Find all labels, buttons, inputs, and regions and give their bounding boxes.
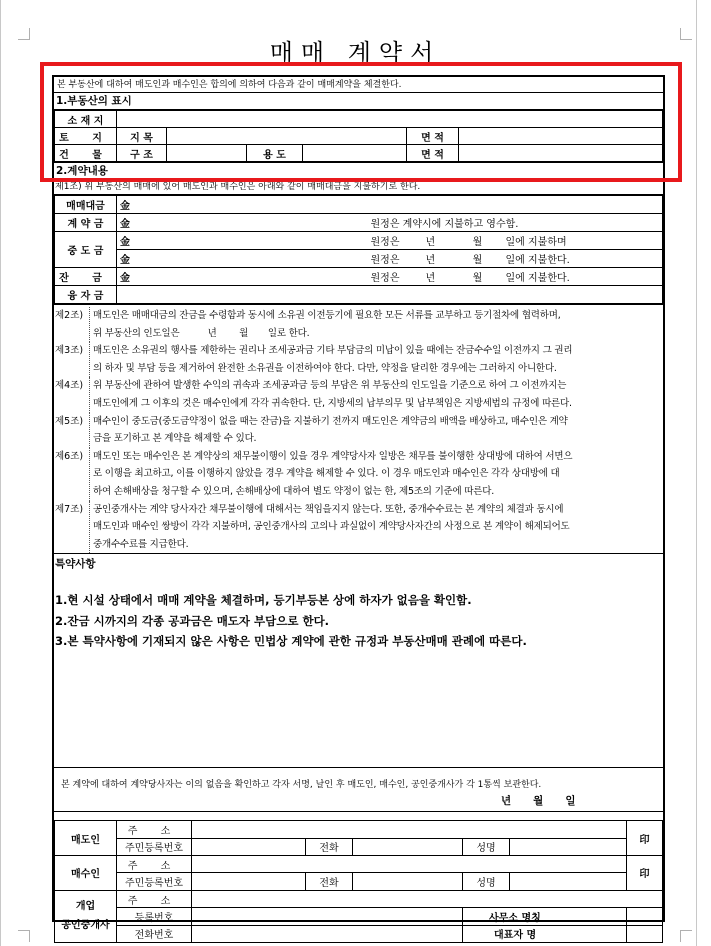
seller-address-field[interactable] bbox=[192, 821, 627, 838]
building-area-label: 면 적 bbox=[407, 145, 459, 162]
agent-label-line-1: 개업 bbox=[75, 901, 96, 913]
balance-suffix: 일에 지불한다. bbox=[503, 268, 663, 286]
land-area-field[interactable] bbox=[459, 128, 663, 145]
article-number: 제4조) bbox=[54, 377, 90, 412]
seller-name-label: 성명 bbox=[463, 838, 510, 855]
middle-2-month: 월 bbox=[453, 250, 503, 268]
balance-prefix: 원정은 bbox=[371, 268, 423, 286]
agent-label-line-2: 공인중개사 bbox=[61, 920, 110, 932]
seller-phone-field[interactable] bbox=[353, 838, 463, 855]
contract-document bbox=[52, 75, 665, 942]
middle-1-year: 년 bbox=[423, 232, 453, 250]
agent-address-field[interactable] bbox=[192, 890, 663, 907]
middle-1-month: 월 bbox=[453, 232, 503, 250]
special-term: 1.현 시설 상태에서 매매 계약을 체결하며, 등기부등본 상에 하자가 없음을 확인함. bbox=[55, 593, 472, 608]
building-label: 건 물 bbox=[55, 145, 117, 162]
property-table bbox=[54, 110, 663, 162]
balance-year: 년 bbox=[423, 268, 453, 286]
date-year: 년 bbox=[501, 795, 512, 808]
agent-phone-label: 전화번호 bbox=[117, 925, 192, 942]
representative-label: 대표자 명 bbox=[463, 925, 627, 942]
currency-mark: 金 bbox=[120, 237, 130, 248]
agent-address-label: 주 소 bbox=[117, 890, 192, 907]
middle-1-suffix: 일에 지불하며 bbox=[503, 232, 663, 250]
currency-mark: 金 bbox=[120, 201, 130, 212]
address-field[interactable] bbox=[117, 111, 663, 128]
seller-label: 매도인 bbox=[55, 821, 117, 856]
property-section-title: 1.부동산의 표시 bbox=[54, 93, 663, 110]
middle-payment-field-2[interactable] bbox=[117, 250, 371, 268]
seller-resident-label: 주민등록번호 bbox=[117, 838, 192, 855]
land-category-label: 지 목 bbox=[117, 128, 167, 145]
usage-field[interactable] bbox=[303, 145, 407, 162]
deposit-label: 계 약 금 bbox=[55, 214, 117, 232]
office-name-field[interactable] bbox=[627, 908, 663, 925]
article-line: 위 부동산에 관하여 발생한 수익의 귀속과 조세공과금 등의 부담은 위 부동산의 인도일을 기준으로 하여 그 이전까지는 bbox=[93, 380, 567, 392]
seller-stamp: 印 bbox=[627, 821, 663, 856]
date-month: 월 bbox=[533, 795, 544, 808]
article-line: 매도인은 매매대금의 잔금을 수령함과 동시에 소유권 이전등기에 필요한 모든 서류를 교부하고 등기절차에 협력하며, bbox=[93, 310, 561, 321]
structure-field[interactable] bbox=[167, 145, 247, 162]
middle-1-prefix: 원정은 bbox=[371, 232, 423, 250]
middle-payment-field-1[interactable] bbox=[117, 232, 371, 250]
article-line: 중개수수료를 지급한다. bbox=[93, 538, 189, 550]
loan-label: 융 자 금 bbox=[55, 286, 117, 304]
land-area-label: 면 적 bbox=[407, 128, 459, 145]
article-number: 제3조) bbox=[54, 342, 90, 377]
signing-date bbox=[501, 793, 597, 808]
address-label: 소 재 지 bbox=[55, 111, 117, 128]
article-number: 제2조) bbox=[54, 307, 90, 342]
signature-table bbox=[54, 820, 663, 943]
seller-phone-label: 전화 bbox=[306, 838, 353, 855]
article-line: 매도인 또는 매수인은 본 계약상의 채무불이행이 있을 경우 계약당사자 일방은 채무를 불이행한 상대방에 대하여 서면으 bbox=[93, 450, 573, 462]
building-area-field[interactable] bbox=[459, 145, 663, 162]
land-label: 토 지 bbox=[55, 128, 117, 145]
price-label: 매매대금 bbox=[55, 196, 117, 214]
article-7 bbox=[54, 501, 663, 554]
seller-resident-field[interactable] bbox=[192, 838, 306, 855]
middle-2-year: 년 bbox=[423, 250, 453, 268]
article-line: 매도인과 매수인 쌍방이 각각 지불하며, 공인중개사의 고의나 과실없이 계약당사자간의 사정으로 본 계약이 해제되어도 bbox=[93, 521, 570, 533]
contract-section-title: 2.계약내용 bbox=[54, 162, 663, 179]
article-4 bbox=[54, 377, 663, 412]
currency-mark: 金 bbox=[120, 219, 130, 230]
seller-name-field[interactable] bbox=[510, 838, 627, 855]
article-line: 매도인은 소유권의 행사를 제한하는 권리나 조세공과금 기타 부담금의 미납이 있을 때에는 잔금수수일 이전까지 그 권리 bbox=[93, 345, 573, 357]
crop-mark-bottom-left bbox=[18, 930, 30, 942]
article-3 bbox=[54, 342, 663, 377]
buyer-phone-field[interactable] bbox=[353, 873, 463, 890]
land-category-field[interactable] bbox=[167, 128, 407, 145]
article-line: 의 하자 및 부담 등을 제거하여 완전한 소유권을 이전하여야 한다. 다만, 약정을 달리한 경우에는 그러하지 아니한다. bbox=[93, 362, 557, 374]
article-line: 공인중개사는 계약 당사자간 채무불이행에 대해서는 책임을지지 않는다. 또한, 중개수수료는 본 계약의 체결과 동시에 bbox=[93, 503, 564, 515]
representative-field[interactable] bbox=[627, 925, 663, 942]
article-line: 금을 포기하고 본 계약을 해제할 수 있다. bbox=[93, 433, 257, 445]
intro-text: 본 부동산에 대하여 매도인과 매수인은 합의에 의하여 다음과 같이 매매계약을 체결한다. bbox=[54, 77, 663, 93]
currency-mark: 金 bbox=[120, 273, 130, 284]
agent-phone-field[interactable] bbox=[192, 925, 463, 942]
article-5 bbox=[54, 413, 663, 448]
articles-block bbox=[54, 304, 663, 554]
usage-label: 용 도 bbox=[247, 145, 303, 162]
article-line: 매도인에게 그 이후의 것은 매수인에게 각각 귀속한다. 단, 지방세의 납부의무 및 납부책임은 지방세법의 규정에 따른다. bbox=[93, 397, 572, 409]
deposit-note: 원정은 계약시에 지불하고 영수함. bbox=[371, 214, 663, 232]
buyer-stamp: 印 bbox=[627, 856, 663, 891]
middle-payment-label: 중 도 금 bbox=[55, 232, 117, 268]
special-term: 2.잔금 시까지의 각종 공과금은 매도자 부담으로 한다. bbox=[55, 613, 330, 628]
special-term: 3.본 특약사항에 기재되지 않은 사항은 민법상 계약에 관한 규정과 부동산매매 관례에 따른다. bbox=[55, 634, 527, 649]
article-number: 제7조) bbox=[54, 501, 90, 554]
page-title: 매매 계약서 bbox=[269, 39, 442, 64]
article-line: 로 이행을 최고하고, 이를 이행하지 않았을 경우 계약을 해제할 수 있다. 이 경우 매도인과 매수인은 각각 상대방에 대 bbox=[93, 468, 560, 480]
buyer-address-field[interactable] bbox=[192, 856, 627, 873]
price-field[interactable] bbox=[117, 196, 663, 214]
article-line: 위 부동산의 인도일은 년 월 일로 한다. bbox=[93, 327, 310, 339]
middle-2-prefix: 원정은 bbox=[371, 250, 423, 268]
buyer-label: 매수인 bbox=[55, 856, 117, 891]
office-name-label: 사무소 명칭 bbox=[463, 908, 627, 925]
buyer-resident-field[interactable] bbox=[192, 873, 306, 890]
date-day: 일 bbox=[565, 795, 576, 808]
agent-reg-field[interactable] bbox=[192, 908, 463, 925]
agent-reg-label: 등록번호 bbox=[117, 908, 192, 925]
buyer-name-label: 성명 bbox=[463, 873, 510, 890]
deposit-field[interactable] bbox=[117, 214, 371, 232]
article-line: 하여 손해배상을 청구할 수 있으며, 손해배상에 대하여 별도 약정이 없는 한, 제5조의 기준에 따른다. bbox=[93, 485, 495, 497]
article-1: 제1조) 위 부동산의 매매에 있어 매도인과 매수인은 아래와 같이 매매대금을 지불하기로 한다. bbox=[54, 179, 663, 195]
special-terms-title: 특약사항 bbox=[55, 558, 96, 571]
page-left-edge bbox=[0, 0, 1, 946]
agent-label bbox=[55, 890, 117, 942]
currency-mark: 金 bbox=[120, 255, 130, 266]
loan-field[interactable] bbox=[117, 286, 663, 304]
buyer-address-label: 주 소 bbox=[117, 856, 192, 873]
article-number: 제6조) bbox=[54, 448, 90, 501]
seller-address-label: 주 소 bbox=[117, 821, 192, 838]
page-right-edge bbox=[696, 0, 697, 946]
buyer-name-field[interactable] bbox=[510, 873, 627, 890]
balance-month: 월 bbox=[453, 268, 503, 286]
article-6 bbox=[54, 448, 663, 501]
article-2 bbox=[54, 307, 663, 342]
balance-label: 잔 금 bbox=[55, 268, 117, 286]
buyer-phone-label: 전화 bbox=[306, 873, 353, 890]
structure-label: 구 조 bbox=[117, 145, 167, 162]
buyer-resident-label: 주민등록번호 bbox=[117, 873, 192, 890]
article-number: 제5조) bbox=[54, 413, 90, 448]
middle-2-suffix: 일에 지불한다. bbox=[503, 250, 663, 268]
balance-field[interactable] bbox=[117, 268, 371, 286]
crop-mark-bottom-right bbox=[680, 930, 692, 942]
closing-statement bbox=[54, 768, 663, 812]
article-line: 매수인이 중도금(중도금약정이 없을 때는 잔금)을 지불하기 전까지 매도인은 계약금의 배액을 배상하고, 매수인은 계약 bbox=[93, 415, 568, 427]
closing-text: 본 계약에 대하여 계약당사자는 이의 없음을 확인하고 각자 서명, 날인 후 매도인, 매수인, 공인중개사가 각 1통씩 보관한다. bbox=[61, 780, 542, 791]
payment-table bbox=[54, 195, 663, 304]
special-terms bbox=[54, 554, 663, 768]
